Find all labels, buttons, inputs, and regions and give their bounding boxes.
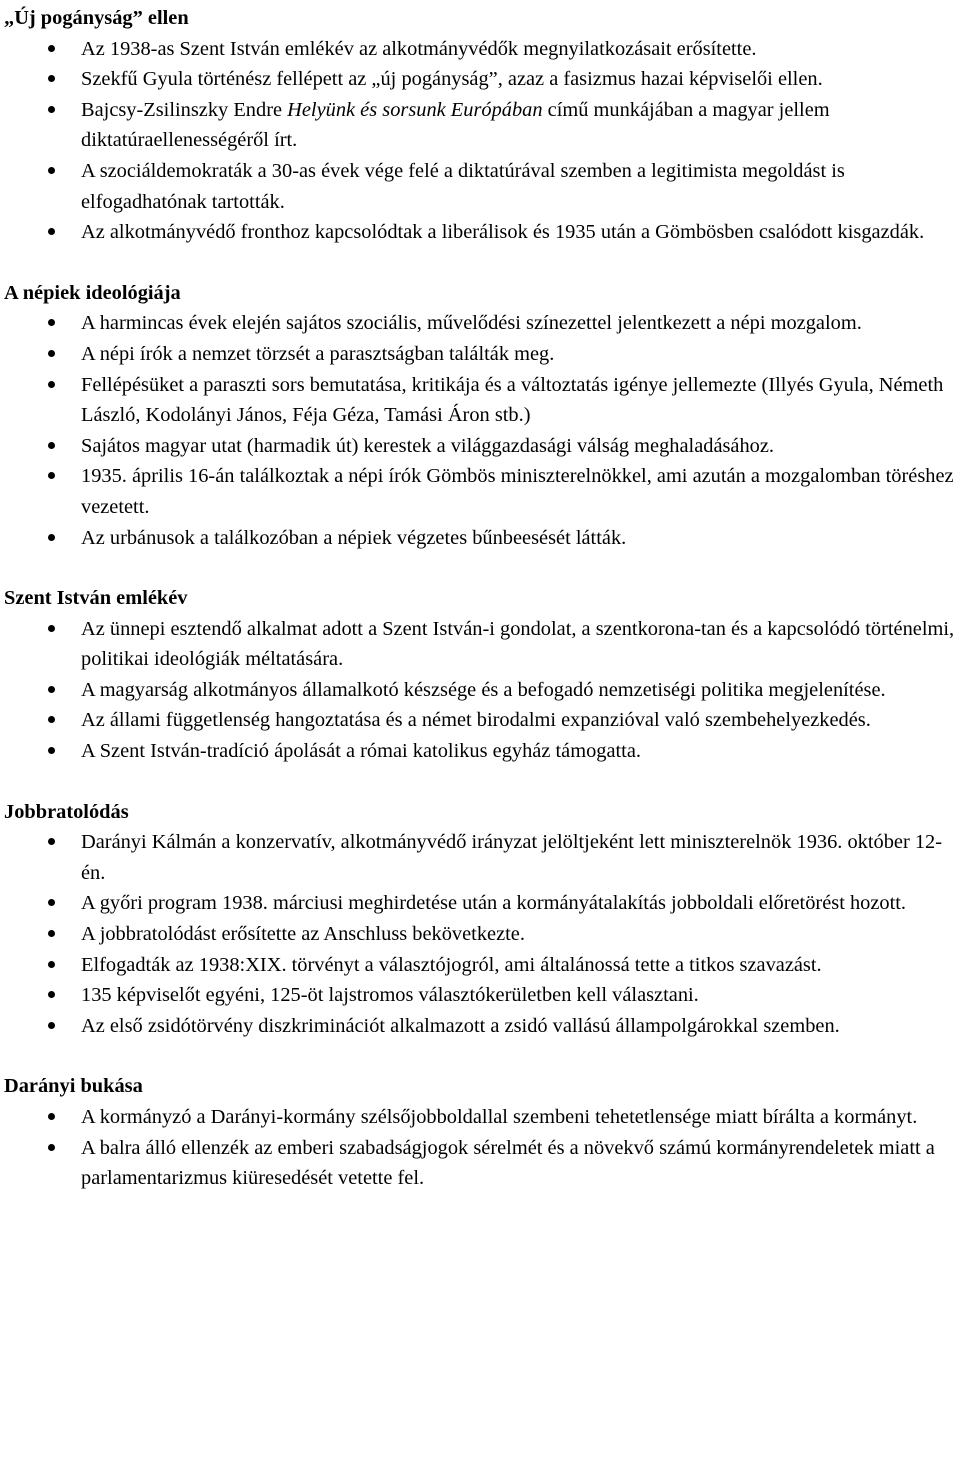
list-item: 1935. április 16-án találkoztak a népi írók Gömbös miniszterelnökkel, ami azután a mozgalomban töréshez vezetett. [4,461,956,522]
section-jobbratolodas [4,797,956,1042]
section-heading: Darányi bukása [4,1075,143,1098]
list-item: Elfogadták az 1938:XIX. törvényt a választójogról, ami általánossá tette a titkos szavazást. [4,950,956,981]
section-szent-istvan-emlekev [4,583,956,767]
list-item: A harmincas évek elején sajátos szociális, művelődési színezettel jelentkezett a népi mozgalom. [4,308,956,339]
bullet-list [4,827,956,1041]
list-item: Fellépésüket a paraszti sors bemutatása, kritikája és a változtatás igénye jellemezte (Illyés Gyula, Németh László, Kodolányi János, Féja Géza, Tamási Áron stb.) [4,370,956,431]
list-item: A győri program 1938. márciusi meghirdetése után a kormányátalakítás jobboldali előretörést hozott. [4,888,956,919]
section-heading: Szent István emlékév [4,587,188,610]
list-item: A kormányzó a Darányi-kormány szélsőjobboldallal szembeni tehetetlensége miatt bírálta a kormányt. [4,1102,956,1133]
bullet-list [4,34,956,248]
list-item: Az ünnepi esztendő alkalmat adott a Szent István-i gondolat, a szentkorona-tan és a kapcsolódó történelmi, politikai ideológiák méltatására. [4,614,956,675]
section-uj-pogánysag [4,3,956,248]
list-item: Az állami függetlenség hangoztatása és a német birodalmi expanzióval való szembehelyezkedés. [4,705,956,736]
bullet-list [4,614,956,767]
list-item: A népi írók a nemzet törzsét a parasztságban találták meg. [4,339,956,370]
list-item: Az alkotmányvédő fronthoz kapcsolódtak a liberálisok és 1935 után a Gömbösben csalódott kisgazdák. [4,217,956,248]
list-item: Szekfű Gyula történész fellépett az „új pogányság”, azaz a fasizmus hazai képviselői ellen. [4,64,956,95]
item-text: című munkájában a magyar jellem diktatúraellenességéről írt. [81,98,830,152]
section-heading: A népiek ideológiája [4,281,181,304]
item-text: Bajcsy-Zsilinszky Endre [81,98,288,121]
list-item: A magyarság alkotmányos államalkotó készsége és a befogadó nemzetiségi politika megjelenítése. [4,675,956,706]
section-heading: „Új pogányság” ellen [4,7,189,29]
list-item: Az urbánusok a találkozóban a népiek végzetes bűnbeesését látták. [4,523,956,554]
list-item [4,95,956,156]
book-title: Helyünk és sorsunk Európában [287,98,543,121]
list-item: A Szent István-tradíció ápolását a római katolikus egyház támogatta. [4,736,956,767]
bullet-list [4,1102,956,1194]
list-item: A balra álló ellenzék az emberi szabadságjogok sérelmét és a növekvő számú kormányrendeletek miatt a parlamentarizmus kiüresedését vetette fel. [4,1133,956,1194]
bullet-list [4,308,956,553]
section-heading: Jobbratolódás [4,800,129,823]
list-item: 135 képviselőt egyéni, 125-öt lajstromos választókerületben kell választani. [4,980,956,1011]
list-item: Az első zsidótörvény diszkriminációt alkalmazott a zsidó vallású állampolgárokkal szemben. [4,1011,956,1042]
list-item: Darányi Kálmán a konzervatív, alkotmányvédő irányzat jelöltjeként lett miniszterelnök 1936. október 12-én. [4,827,956,888]
list-item: A jobbratolódást erősítette az Anschluss bekövetkezte. [4,919,956,950]
section-nepiek-ideologiaja [4,278,956,553]
section-daranyi-bukasa [4,1071,956,1193]
list-item: Az 1938-as Szent István emlékév az alkotmányvédők megnyilatkozásait erősítette. [4,34,956,65]
list-item: Sajátos magyar utat (harmadik út) kerestek a világgazdasági válság meghaladásához. [4,431,956,462]
list-item: A szociáldemokraták a 30-as évek vége felé a diktatúrával szemben a legitimista megoldást is elfogadhatónak tartották. [4,156,956,217]
